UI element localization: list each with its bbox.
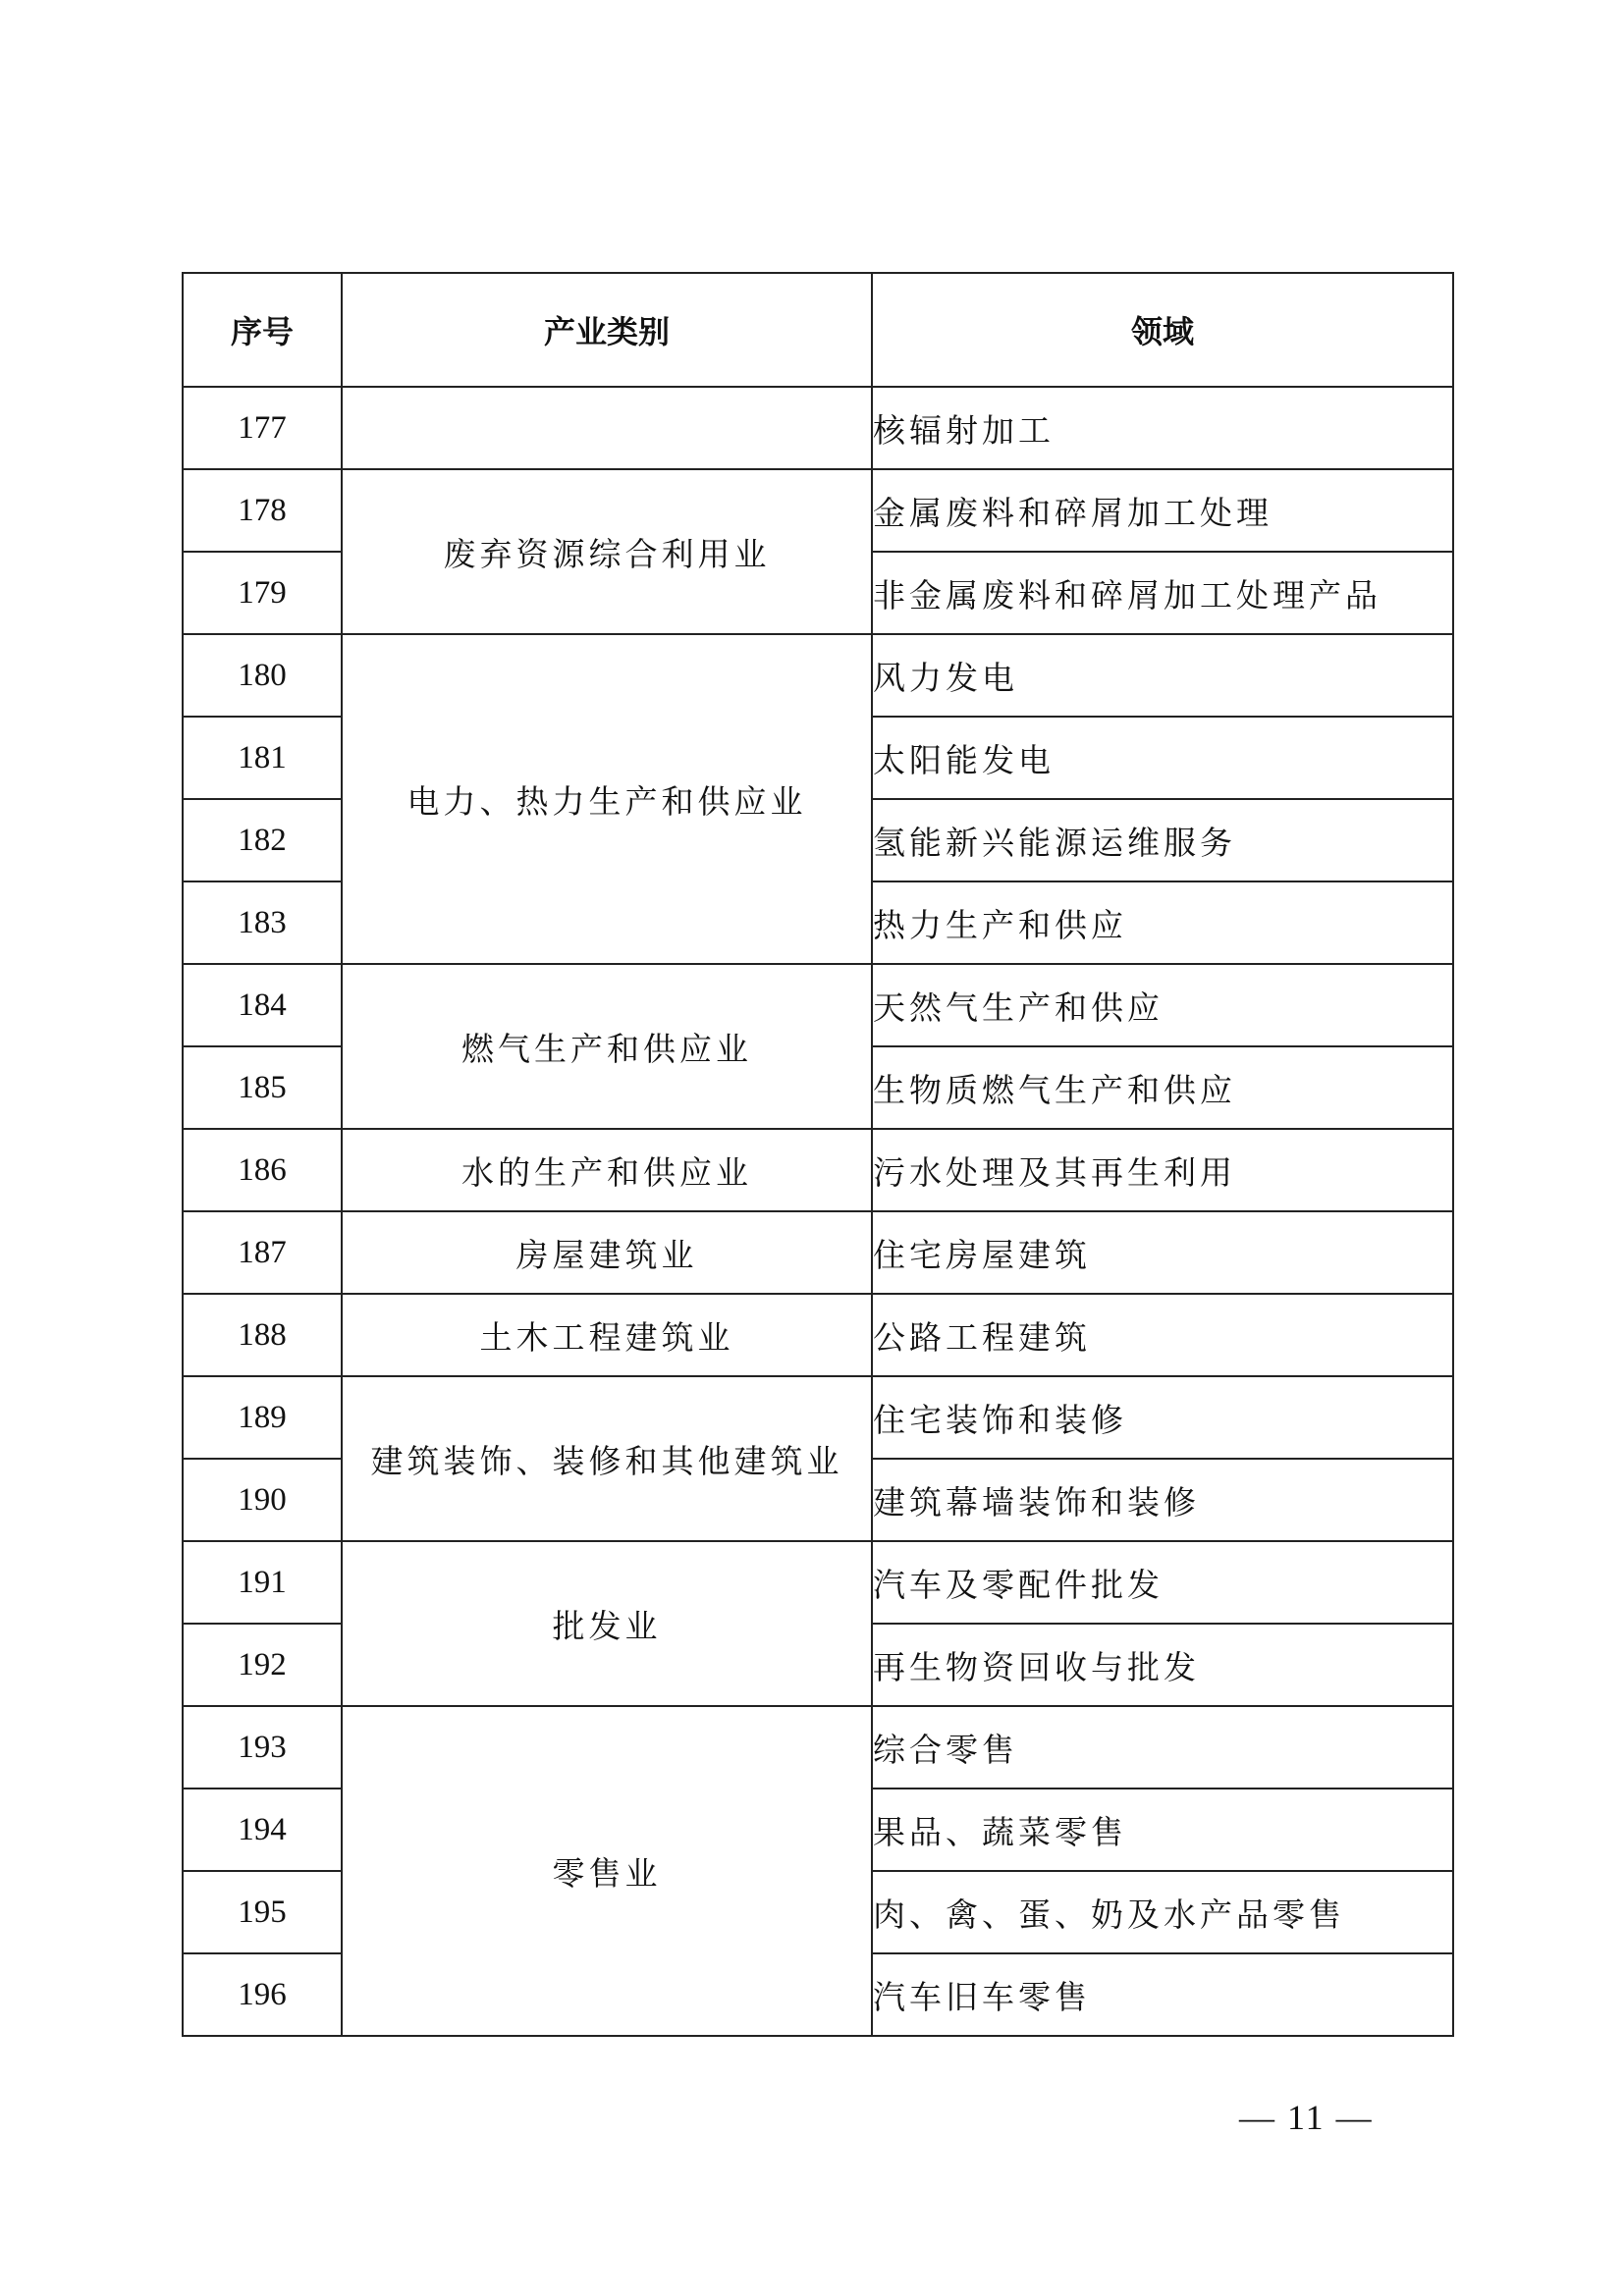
domain-cell: 生物质燃气生产和供应 <box>872 1046 1453 1129</box>
row-num: 196 <box>183 1953 342 2036</box>
row-num: 179 <box>183 552 342 634</box>
domain-cell: 汽车旧车零售 <box>872 1953 1453 2036</box>
row-num: 186 <box>183 1129 342 1211</box>
domain-cell: 汽车及零配件批发 <box>872 1541 1453 1624</box>
row-num: 191 <box>183 1541 342 1624</box>
domain-cell: 公路工程建筑 <box>872 1294 1453 1376</box>
table-header-row <box>183 273 1453 387</box>
table-row <box>183 1211 1453 1294</box>
domain-cell: 热力生产和供应 <box>872 881 1453 964</box>
row-num: 178 <box>183 469 342 552</box>
table-row <box>183 1541 1453 1624</box>
table-row <box>183 387 1453 469</box>
domain-cell: 核辐射加工 <box>872 387 1453 469</box>
domain-cell: 住宅房屋建筑 <box>872 1211 1453 1294</box>
domain-cell: 污水处理及其再生利用 <box>872 1129 1453 1211</box>
domain-cell: 风力发电 <box>872 634 1453 717</box>
category-cell: 建筑装饰、装修和其他建筑业 <box>342 1376 872 1541</box>
table-row <box>183 1294 1453 1376</box>
domain-cell: 建筑幕墙装饰和装修 <box>872 1459 1453 1541</box>
domain-cell: 综合零售 <box>872 1706 1453 1789</box>
category-cell: 批发业 <box>342 1541 872 1706</box>
row-num: 192 <box>183 1624 342 1706</box>
domain-cell: 非金属废料和碎屑加工处理产品 <box>872 552 1453 634</box>
category-cell: 房屋建筑业 <box>342 1211 872 1294</box>
category-cell <box>342 387 872 469</box>
table-row <box>183 469 1453 552</box>
category-cell: 电力、热力生产和供应业 <box>342 634 872 964</box>
row-num: 180 <box>183 634 342 717</box>
category-cell: 土木工程建筑业 <box>342 1294 872 1376</box>
row-num: 193 <box>183 1706 342 1789</box>
row-num: 183 <box>183 881 342 964</box>
row-num: 181 <box>183 717 342 799</box>
row-num: 187 <box>183 1211 342 1294</box>
row-num: 194 <box>183 1789 342 1871</box>
category-cell: 水的生产和供应业 <box>342 1129 872 1211</box>
header-num: 序号 <box>183 273 342 387</box>
industry-table <box>182 272 1454 2037</box>
page-number: — 11 — <box>1239 2098 1374 2137</box>
row-num: 184 <box>183 964 342 1046</box>
row-num: 177 <box>183 387 342 469</box>
row-num: 190 <box>183 1459 342 1541</box>
row-num: 185 <box>183 1046 342 1129</box>
table-row <box>183 1129 1453 1211</box>
row-num: 188 <box>183 1294 342 1376</box>
table-row <box>183 1706 1453 1789</box>
header-domain: 领域 <box>872 273 1453 387</box>
category-cell: 零售业 <box>342 1706 872 2036</box>
row-num: 189 <box>183 1376 342 1459</box>
domain-cell: 太阳能发电 <box>872 717 1453 799</box>
table-row <box>183 964 1453 1046</box>
domain-cell: 再生物资回收与批发 <box>872 1624 1453 1706</box>
table-row <box>183 634 1453 717</box>
domain-cell: 果品、蔬菜零售 <box>872 1789 1453 1871</box>
domain-cell: 天然气生产和供应 <box>872 964 1453 1046</box>
category-cell: 燃气生产和供应业 <box>342 964 872 1129</box>
domain-cell: 住宅装饰和装修 <box>872 1376 1453 1459</box>
row-num: 195 <box>183 1871 342 1953</box>
domain-cell: 金属废料和碎屑加工处理 <box>872 469 1453 552</box>
row-num: 182 <box>183 799 342 881</box>
domain-cell: 肉、禽、蛋、奶及水产品零售 <box>872 1871 1453 1953</box>
category-cell: 废弃资源综合利用业 <box>342 469 872 634</box>
header-category: 产业类别 <box>342 273 872 387</box>
table-row <box>183 1376 1453 1459</box>
domain-cell: 氢能新兴能源运维服务 <box>872 799 1453 881</box>
